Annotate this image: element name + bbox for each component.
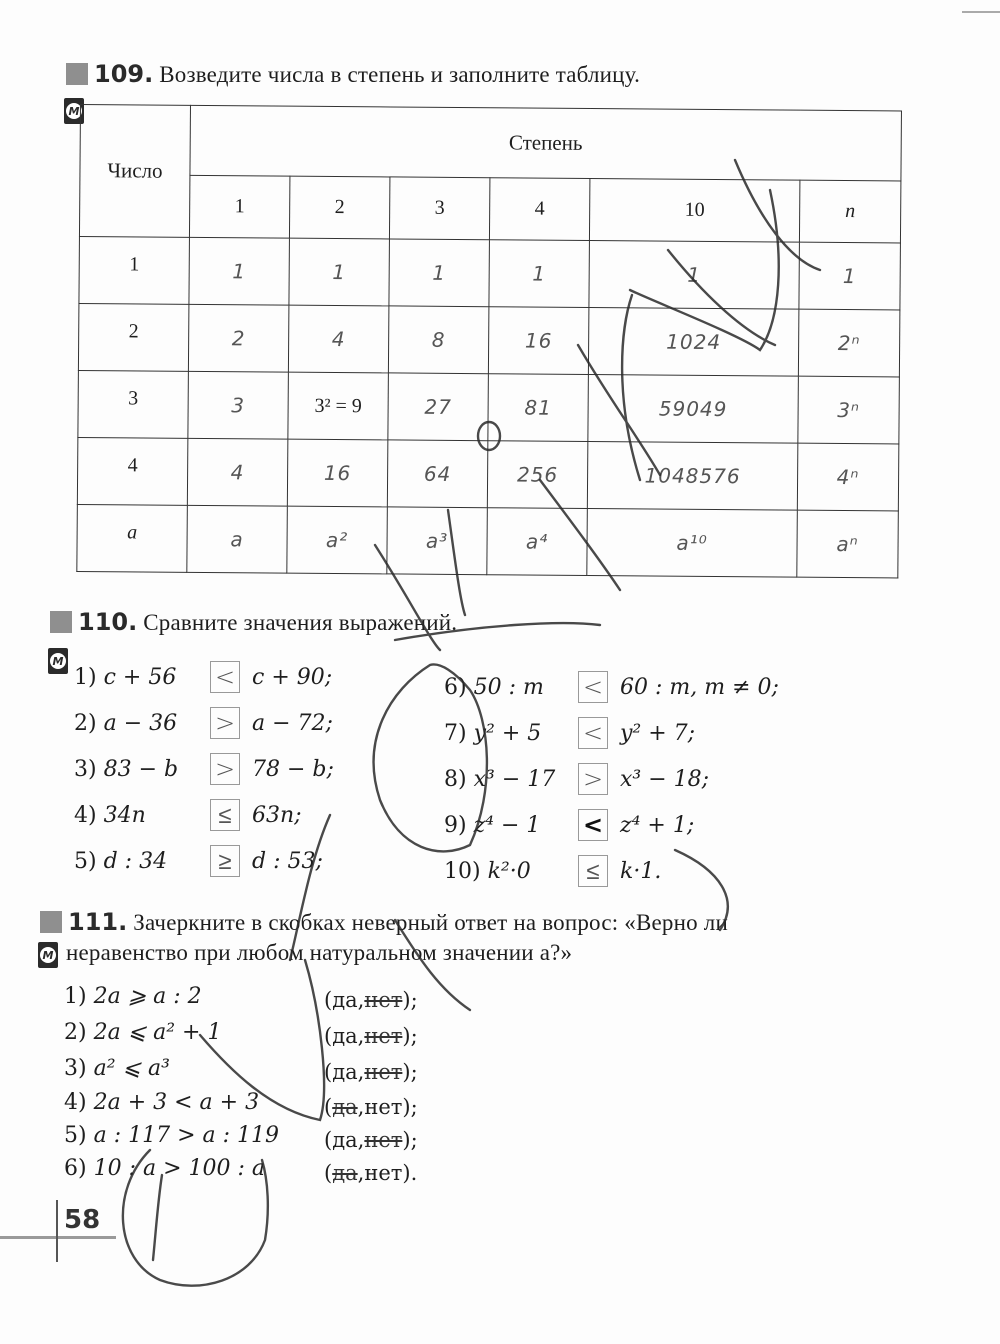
cell: a	[187, 505, 288, 573]
answer-choice: ( да , нет );	[324, 1024, 418, 1048]
cell: 16	[287, 439, 388, 507]
page-number: 58	[64, 1205, 101, 1235]
cell: 1024	[588, 308, 799, 377]
answer-box[interactable]: <	[578, 717, 608, 749]
answer-choice: ( да , нет );	[324, 988, 418, 1012]
cell: 8	[388, 306, 489, 374]
row-label: 2	[78, 303, 189, 371]
cell: 2ⁿ	[798, 309, 900, 377]
cell: a³	[387, 507, 488, 575]
m-badge-icon: M	[38, 942, 58, 968]
cell: 1	[389, 239, 490, 307]
task-number: 110.	[78, 608, 138, 636]
compare-item: 8) x³ − 17 > x³ − 18;	[444, 765, 710, 793]
task-text: Сравните значения выражений.	[143, 610, 458, 635]
task-marker-icon	[66, 63, 88, 85]
inequality-item: 6) 10 : a > 100 : a	[64, 1156, 266, 1181]
cell: 27	[388, 373, 489, 441]
inequality-list	[64, 978, 279, 1185]
table-row	[77, 437, 899, 510]
yes-option[interactable]: да	[332, 1127, 358, 1152]
task-number: 111.	[68, 908, 128, 936]
cell: 81	[488, 374, 589, 442]
answer-box[interactable]: <	[578, 671, 608, 703]
header-power: Степень	[190, 105, 902, 181]
answer-box[interactable]: >	[578, 763, 608, 795]
col-header: n	[799, 180, 900, 243]
task-109-heading	[66, 60, 640, 88]
table-row	[78, 370, 900, 443]
table-row	[79, 236, 901, 309]
answer-choice: ( да , нет );	[324, 1060, 418, 1084]
cell: 1	[189, 237, 290, 305]
answer-box[interactable]: ≥	[210, 845, 240, 877]
cell: 2	[188, 304, 289, 372]
task-111-heading-line2	[66, 940, 572, 966]
inequality-item: 5) a : 117 > a : 119	[64, 1123, 280, 1148]
m-badge-icon: M	[64, 98, 84, 124]
answer-choice: ( да , нет );	[324, 1094, 418, 1119]
task-text: Возведите числа в степень и заполните таблицу.	[159, 62, 641, 87]
compare-item: 1) c + 56 < c + 90;	[74, 663, 333, 691]
cell: 4	[288, 305, 389, 373]
answer-box[interactable]: ≤	[210, 799, 240, 831]
row-label: 4	[77, 437, 188, 505]
row-label: 3	[78, 370, 189, 438]
task-text: неравенство при любом натуральном значении a?»	[66, 940, 573, 965]
compare-item: 9) z⁴ − 1 < z⁴ + 1;	[444, 811, 695, 839]
cell: a²	[287, 506, 388, 574]
no-option[interactable]: нет	[364, 1094, 403, 1119]
answer-box[interactable]: <	[210, 661, 240, 693]
compare-item: 7) y² + 5 < y² + 7;	[444, 719, 696, 747]
answer-box[interactable]: ≤	[578, 855, 608, 887]
cell: 4ⁿ	[797, 443, 899, 511]
col-header: 4	[489, 178, 589, 241]
answer-box[interactable]: >	[210, 707, 240, 739]
row-label: a	[77, 504, 188, 572]
m-badge-icon: M	[48, 648, 68, 674]
task-marker-icon	[40, 911, 62, 933]
cell: a¹⁰	[587, 508, 798, 577]
cell: aⁿ	[797, 510, 899, 578]
yes-option[interactable]: да	[332, 1024, 358, 1048]
task-text: Зачеркните в скобках неверный ответ на вопрос: «Верно ли	[133, 910, 728, 935]
no-option[interactable]: нет	[364, 1127, 403, 1152]
cell: 1	[489, 240, 590, 308]
cell: 1	[289, 238, 390, 306]
inequality-item: 1) 2a ⩾ a : 2	[64, 983, 202, 1009]
cell: 4	[187, 438, 288, 506]
compare-column-right	[444, 664, 779, 894]
answer-choice: ( да , нет );	[324, 1127, 418, 1152]
cell: 1	[589, 241, 800, 310]
inequality-item: 3) a² ⩽ a³	[64, 1055, 170, 1081]
answer-list	[324, 982, 418, 1189]
cell: 3² = 9	[288, 372, 389, 440]
col-header: 3	[389, 177, 489, 240]
yes-option[interactable]: да	[332, 1094, 358, 1119]
answer-choice: ( да , нет ).	[324, 1160, 418, 1185]
table-row	[77, 504, 899, 577]
yes-option[interactable]: да	[332, 988, 358, 1012]
inequality-item: 2) 2a ⩽ a² + 1	[64, 1019, 222, 1045]
table-row	[78, 303, 900, 376]
yes-option[interactable]: да	[332, 1160, 358, 1185]
answer-box[interactable]: >	[210, 753, 240, 785]
task-number: 109.	[94, 60, 154, 88]
col-header: 2	[289, 176, 389, 239]
power-table	[76, 104, 902, 578]
inequality-item: 4) 2a + 3 < a + 3	[64, 1090, 260, 1115]
answer-box[interactable]: <	[578, 809, 608, 841]
no-option[interactable]: нет	[364, 1160, 403, 1185]
no-option[interactable]: нет	[364, 1060, 403, 1084]
compare-item: 10) k²·0 ≤ k·1.	[444, 848, 779, 894]
compare-item: 2) a − 36 > a − 72;	[74, 709, 333, 737]
cell: 16	[488, 307, 589, 375]
compare-item: 4) 34n ≤ 63n;	[74, 792, 334, 838]
cell: 1	[799, 242, 901, 310]
task-111-heading	[40, 908, 728, 936]
cell: a⁴	[487, 508, 588, 576]
col-header: 1	[189, 175, 289, 238]
cell: 1048576	[587, 441, 798, 510]
yes-option[interactable]: да	[332, 1060, 358, 1084]
compare-item: 3) 83 − b > 78 − b;	[74, 755, 334, 783]
compare-item: 6) 50 : m < 60 : m, m ≠ 0;	[444, 673, 779, 701]
cell: 64	[387, 440, 488, 508]
row-label: 1	[79, 236, 190, 304]
corner-mark	[962, 11, 1000, 13]
page-rule-vertical	[56, 1200, 58, 1262]
header-number: Число	[79, 105, 190, 238]
compare-column-left	[74, 654, 334, 884]
task-110-heading	[50, 608, 457, 636]
cell: 256	[487, 441, 588, 509]
cell: 59049	[588, 375, 799, 444]
compare-item: 5) d : 34 ≥ d : 53;	[74, 838, 334, 884]
task-marker-icon	[50, 611, 72, 633]
no-option[interactable]: нет	[364, 1024, 403, 1048]
cell: 3	[188, 371, 289, 439]
page-rule	[0, 1236, 116, 1239]
no-option[interactable]: нет	[364, 988, 403, 1012]
col-header: 10	[589, 179, 799, 243]
cell: 3ⁿ	[798, 376, 900, 444]
